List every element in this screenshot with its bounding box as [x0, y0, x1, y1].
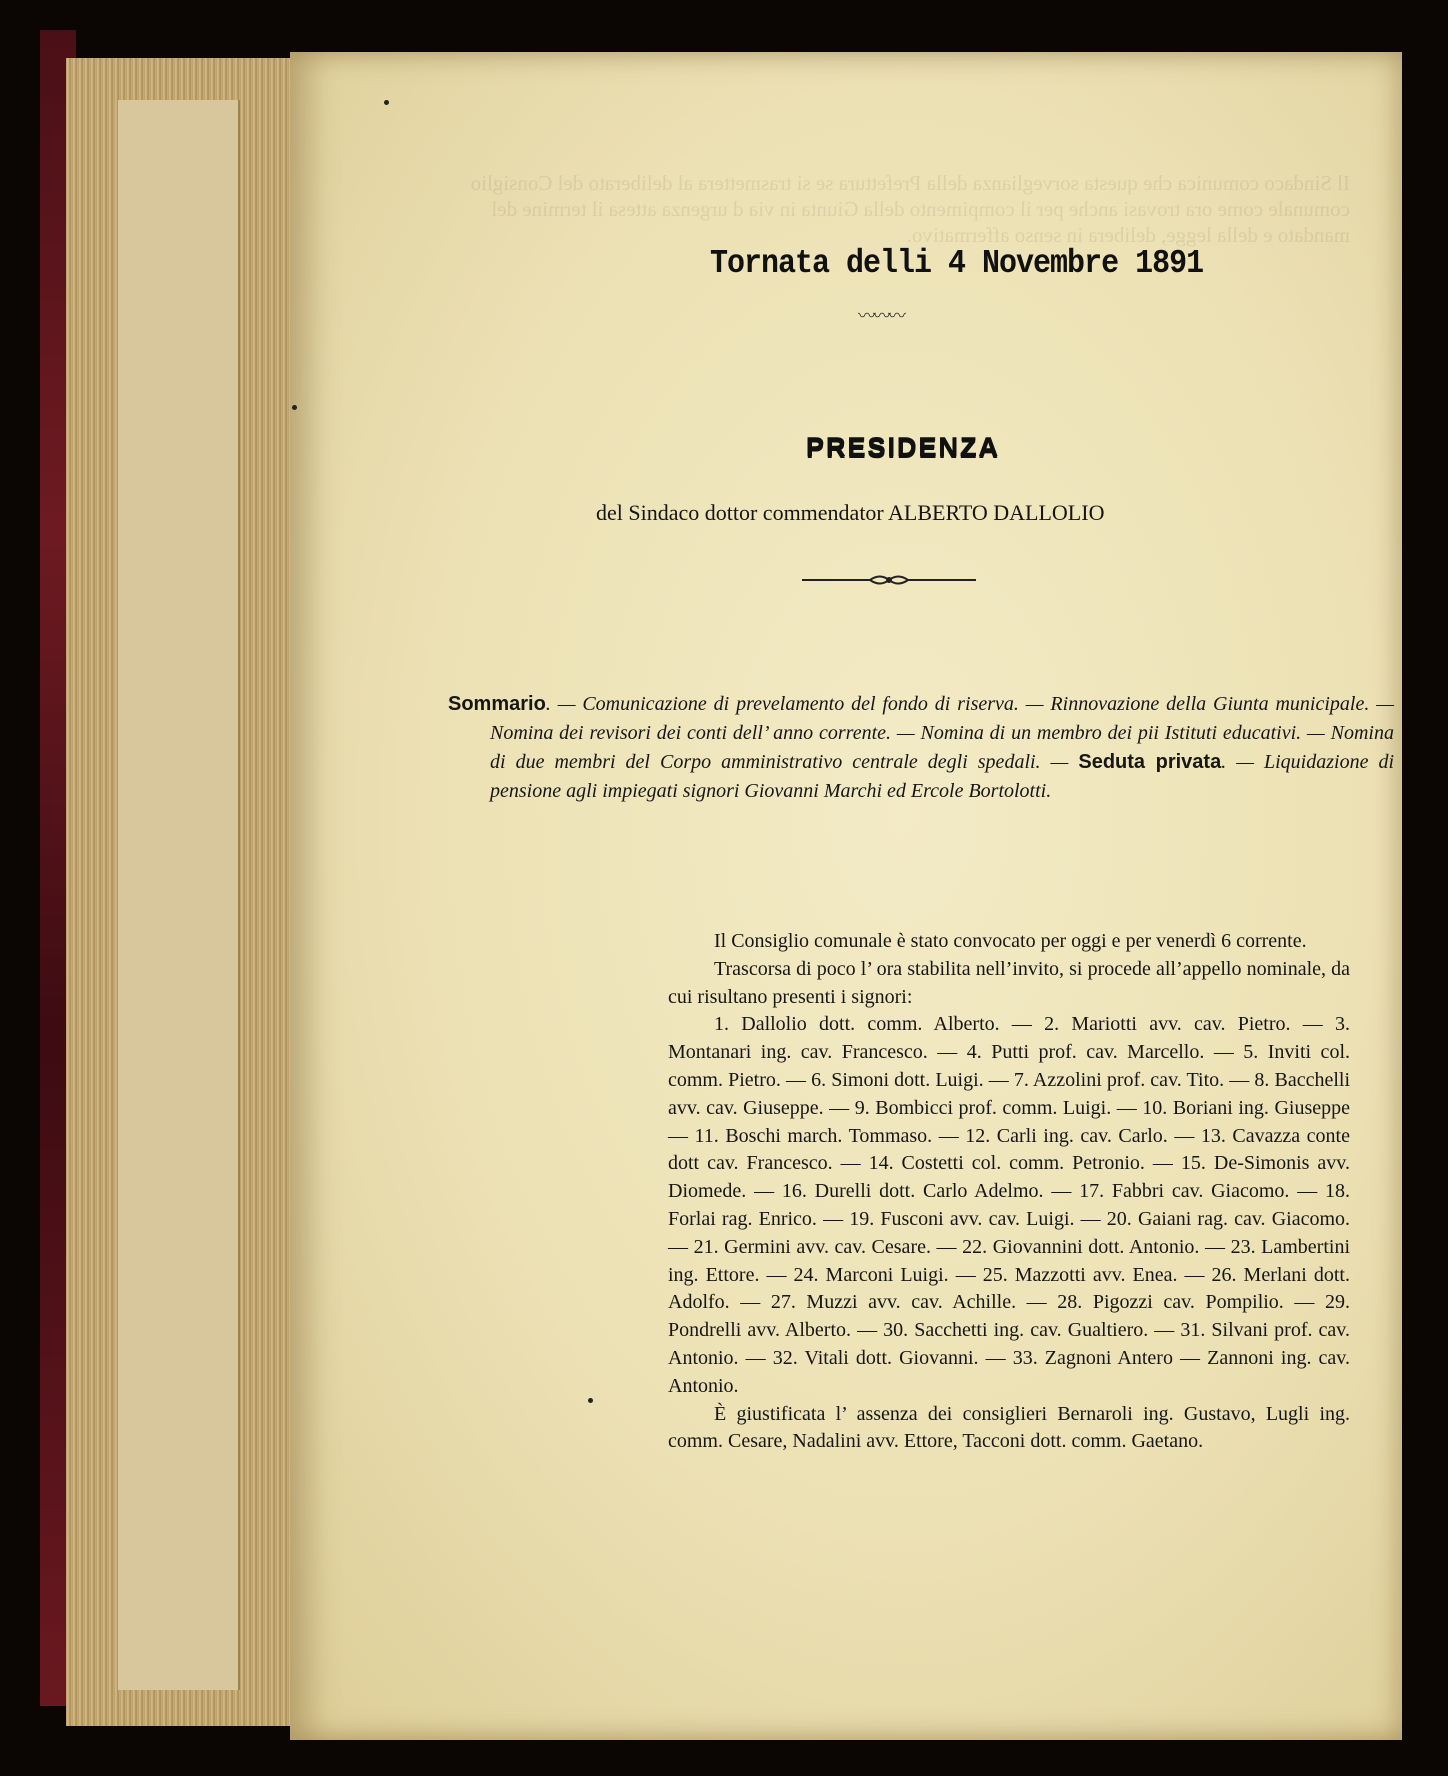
ornamental-divider — [800, 572, 978, 588]
decorative-rule: 〰〰〰 — [858, 306, 903, 326]
summary-private-session: Seduta privata — [1078, 751, 1222, 773]
session-summary — [448, 690, 1394, 806]
presidenza-heading: PRESIDENZA — [806, 432, 1001, 462]
ink-speck — [292, 405, 297, 410]
attendee-list — [668, 1011, 1350, 1400]
attendee-names: 1. Dallolio dott. comm. Alberto. — 2. Mariotti avv. cav. Pietro. — 3. Montanari ing. cav. Francesco. — 4. Putti prof. cav. Marcello. — 5. Inviti col. comm. Pietro. — 6. Simoni dott. Luigi. — 7. Azzolini prof. cav. Tito. — 8. Bacchelli avv. cav. Giuseppe. — 9. Bombicci prof. comm. Luigi. — 10. Boriani ing. Giuseppe — 11. Boschi march. Tommaso. — 12. Carli ing. cav. Carlo. — 13. Cavazza conte dott cav. Francesco. — 14. Costetti col. comm. Petronio. — 15. De-Simonis avv. Diomede. — 16. Durelli dott. Carlo Adelmo. — 17. Fabbri cav. Giacomo. — 18. Forlai rag. Enrico. — 19. Fusconi avv. cav. Luigi. — 20. Gaiani rag. cav. Giacomo. — 21. Germini avv. cav. Cesare. — 22. Giovannini dott. Antonio. — 23. Lambertini ing. Ettore. — 24. Marconi Luigi. — 25. Mazzotti avv. Enea. — 26. Merlani dott. Adolfo. — 27. Muzzi avv. cav. Achille. — 28. Pigozzi cav. Pompilio. — 29. Pondrelli avv. Alberto. — 30. Sacchetti ing. cav. Gualtiero. — 31. Silvani prof. cav. Antonio. — 32. Vitali dott. Giovanni. — 33. Zagnoni Antero — Zannoni ing. cav. Antonio. — [668, 1013, 1350, 1397]
show-through-text: Il Sindaco comunica che questa sorveglianza della Prefettura se si trasmettera al deliberato del Consiglio comunale come ora trovasi anche per il compimento della Giunta in via d urgenza attesa il termine del mandato e della legge, delibera in senso affermativo. — [470, 171, 1350, 247]
summary-text-end: . — Liquidazione di pensione agli impiegati signori Giovanni Marchi ed Ercole Bortolotti. — [490, 751, 1395, 802]
minutes-body — [668, 928, 1350, 1456]
ink-speck — [588, 1398, 593, 1403]
summary-label: Sommario — [448, 693, 546, 715]
folded-page-leaf — [118, 100, 240, 1690]
convocation-paragraph: Il Consiglio comunale è stato convocato per oggi e per venerdì 6 corrente. — [714, 930, 1307, 952]
ink-speck — [384, 100, 389, 105]
summary-text: . — Comunicazione di prevelamento del fondo di riserva. — Rinnovazione della Giunta municipale. — Nomina dei revisori dei conti dell’ anno corrente. — Nomina di un membro dei pii Istituti educativi. — Nomina di due membri del Corpo amministrativo centrale degli spedali. — — [490, 693, 1394, 773]
scanned-page — [290, 52, 1402, 1740]
absence-paragraph: È giustificata l’ assenza dei consiglieri Bernaroli ing. Gustavo, Lugli ing. comm. Cesare, Nadalini avv. Ettore, Tacconi dott. comm. Gaetano. — [668, 1402, 1350, 1453]
session-title: Tornata delli 4 Novembre 1891 — [710, 244, 1204, 284]
roll-call-paragraph: Trascorsa di poco l’ ora stabilita nell’invito, si procede all’appello nominale, da cui risultano presenti i signori: — [668, 957, 1350, 1008]
presiding-mayor-line: del Sindaco dottor commendator ALBERTO DALLOLIO — [596, 500, 1105, 525]
